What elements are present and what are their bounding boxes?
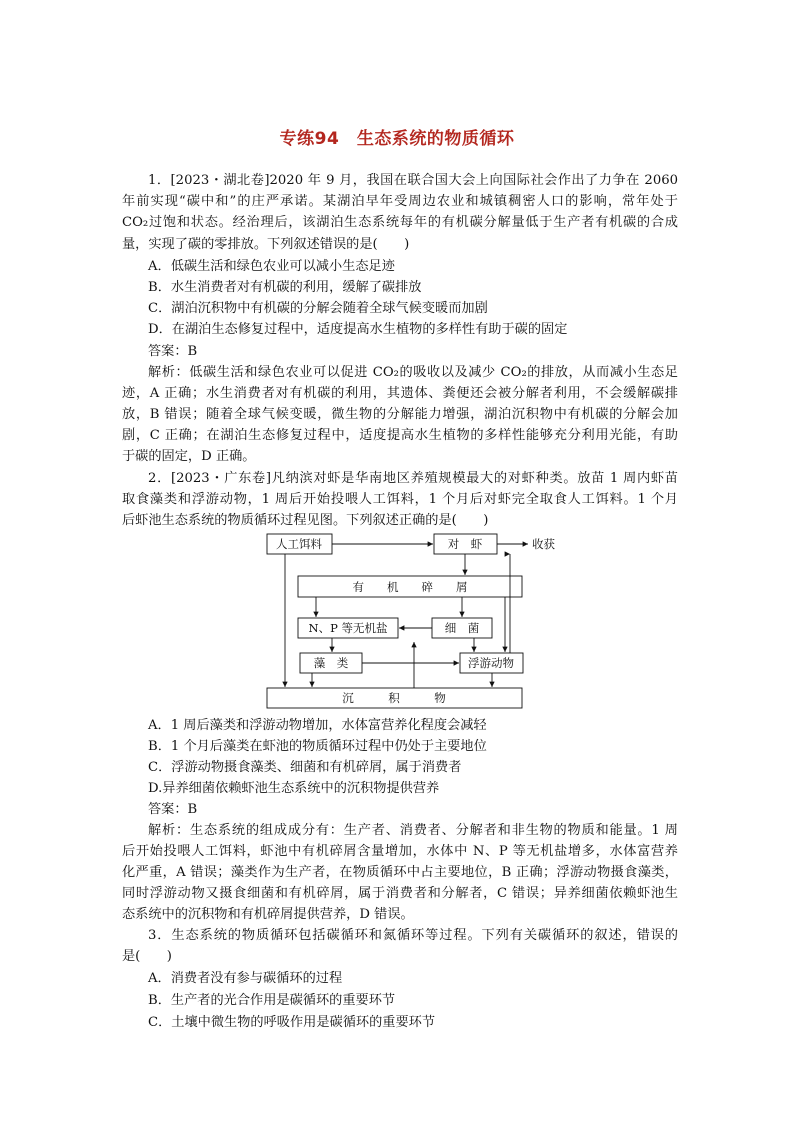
text-line: 取食藻类和浮游动物，1 周后开始投喂人工饵料，1 个月后对虾完全取食人工饵料。1 个月 — [122, 492, 678, 507]
text-line: 解析：低碳生活和绿色农业可以促进 CO₂的吸收以及减少 CO₂的排放，从而减小生态足 — [148, 365, 678, 380]
label-zooplankton: 浮游动物 — [468, 656, 514, 670]
option-line: D.异养细菌依赖虾池生态系统中的沉积物提供营养 — [148, 781, 440, 796]
text-line: 后虾池生态系统的物质循环过程见图。下列叙述正确的是( ) — [122, 513, 489, 528]
option-line: A．1 周后藻类和浮游动物增加，水体富营养化程度会减轻 — [148, 718, 487, 733]
material-cycle-diagram — [262, 532, 562, 712]
text-line: 1．[2023・湖北卷]2020 年 9 月，我国在联合国大会上向国际社会作出了力争在 2060 — [148, 173, 678, 188]
option-line: A．消费者没有参与碳循环的过程 — [148, 971, 343, 986]
label-bacteria: 细 菌 — [444, 621, 480, 635]
text-line: 态系统中的沉积物和有机碎屑提供营养，D 错误。 — [122, 907, 414, 922]
text-line: CO₂过饱和状态。经治理后，该湖泊生态系统每年的有机碳分解量低于生产者有机碳的合成 — [122, 215, 678, 230]
label-sediment: 沉 积 物 — [342, 691, 446, 705]
text-line: 是( ) — [122, 949, 172, 964]
text-line: 年前实现“碳中和”的庄严承诺。某湖泊早年受周边农业和城镇稠密人口的影响，常年处于 — [122, 194, 678, 209]
option-line: A．低碳生活和绿色农业可以减小生态足迹 — [148, 259, 395, 274]
label-shrimp: 对 虾 — [447, 537, 483, 551]
text-line: 量，实现了碳的零排放。下列叙述错误的是( ) — [122, 237, 410, 252]
text-line: 化严重，A 错误；藻类作为生产者，在物质循环中占主要地位，B 正确；浮游动物摄食藻类， — [122, 865, 678, 880]
option-line: C．浮游动物摄食藻类、细菌和有机碎屑，属于消费者 — [148, 760, 462, 775]
text-line: 同时浮游动物又摄食细菌和有机碎屑，属于消费者和分解者，C 错误；异养细菌依赖虾池生 — [122, 886, 678, 901]
text-line: 剧，C 正确；在湖泊生态修复过程中，适度提高水生植物的多样性能够充分利用光能，有助 — [122, 428, 678, 443]
label-salts: N、P 等无机盐 — [308, 621, 388, 635]
text-line: 放，B 错误；随着全球气候变暖，微生物的分解能力增强，湖泊沉积物中有机碳的分解会加 — [122, 407, 678, 422]
page-title: 专练94 生态系统的物质循环 — [279, 129, 515, 149]
option-line: B．水生消费者对有机碳的利用，缓解了碳排放 — [148, 280, 422, 295]
label-debris: 有 机 碎 屑 — [352, 580, 468, 594]
option-line: B．生产者的光合作用是碳循环的重要环节 — [148, 993, 396, 1008]
answer-line: 答案：B — [148, 344, 198, 359]
text-line: 3．生态系统的物质循环包括碳循环和氮循环等过程。下列有关碳循环的叙述，错误的 — [148, 928, 678, 943]
text-line: 于碳的固定，D 正确。 — [122, 449, 256, 464]
option-line: B．1 个月后藻类在虾池的物质循环过程中仍处于主要地位 — [148, 739, 487, 754]
text-line: 迹，A 正确；水生消费者对有机碳的利用，其遗体、粪便还会被分解者利用，不会缓解碳排 — [122, 386, 678, 401]
text-line: 2．[2023・广东卷]凡纳滨对虾是华南地区养殖规模最大的对虾种类。放苗 1 周内虾苗 — [148, 471, 678, 486]
text-line: 后开始投喂人工饵料，虾池中有机碎屑含量增加，水体中 N、P 等无机盐增多，水体富营养 — [122, 844, 678, 859]
option-line: C．土壤中微生物的呼吸作用是碳循环的重要环节 — [148, 1015, 436, 1030]
answer-line: 答案：B — [148, 802, 198, 817]
option-line: D．在湖泊生态修复过程中，适度提高水生植物的多样性有助于碳的固定 — [148, 322, 568, 337]
label-algae: 藻 类 — [313, 656, 349, 670]
option-line: C．湖泊沉积物中有机碳的分解会随着全球气候变暖而加剧 — [148, 301, 488, 316]
text-line: 解析：生态系统的组成成分有：生产者、消费者、分解者和非生物的物质和能量。1 周 — [148, 823, 678, 838]
label-harvest: 收获 — [532, 537, 555, 551]
label-feed: 人工饵料 — [276, 537, 322, 551]
